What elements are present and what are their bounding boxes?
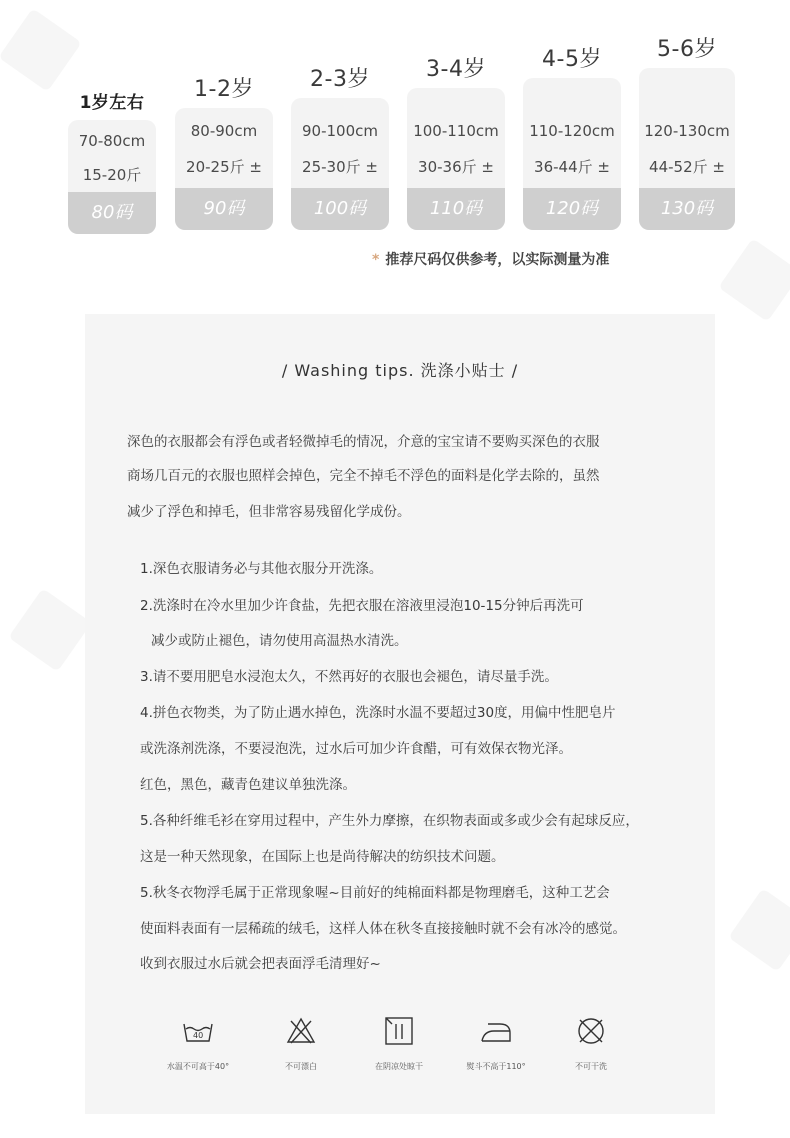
- watermark-shape: [8, 588, 92, 672]
- height-range: 80-90cm: [190, 122, 258, 140]
- no-dry-clean-icon: [575, 1015, 607, 1047]
- care-label: 不可干洗: [575, 1062, 607, 1071]
- size-label: 80码: [68, 192, 156, 234]
- weight-range: 44-52斤 ±: [649, 158, 725, 176]
- weight-range: 36-44斤 ±: [534, 158, 610, 176]
- tip-line: 3.请不要用肥皂水浸泡太久，不然再好的衣服也会褪色，请尽量手洗。: [140, 669, 558, 685]
- size-label: 110码: [407, 188, 505, 230]
- size-card-80: [68, 88, 156, 234]
- care-label: 熨斗不高于110°: [466, 1062, 526, 1071]
- care-label: 在阴凉处晾干: [375, 1062, 423, 1071]
- care-label: 水温不可高于40°: [166, 1062, 230, 1071]
- star-icon: *: [372, 252, 380, 268]
- size-card-box: [407, 88, 505, 230]
- size-card-box: [523, 78, 621, 230]
- washing-tips-title: / Washing tips. 洗涤小贴士 /: [281, 361, 519, 380]
- tip-line: 使面料表面有一层稀疏的绒毛，这样人体在秋冬直接接触时就不会有冰冷的感觉。: [140, 921, 626, 937]
- tip-line: 商场几百元的衣服也照样会掉色，完全不掉毛不浮色的面料是化学去除的，虽然: [127, 468, 600, 484]
- age-label: 3-4岁: [426, 57, 486, 82]
- age-label: 5-6岁: [657, 37, 717, 62]
- age-label: 1-2岁: [194, 77, 254, 102]
- height-range: 110-120cm: [529, 122, 615, 140]
- age-label: 4-5岁: [542, 47, 602, 72]
- height-range: 100-110cm: [413, 122, 499, 140]
- size-card-130: [639, 32, 735, 232]
- tip-line: 减少了浮色和掉毛，但非常容易残留化学成份。: [127, 504, 411, 520]
- size-card-box: [639, 68, 735, 230]
- tip-line: 5.各种纤维毛衫在穿用过程中，产生外力摩擦，在织物表面或多或少会有起球反应，: [140, 813, 639, 829]
- weight-range: 25-30斤 ±: [302, 158, 378, 176]
- wash-40-icon: [182, 1015, 214, 1047]
- tip-line: 或洗涤剂洗涤，不要浸泡洗，过水后可加少许食醋，可有效保衣物光泽。: [140, 741, 572, 757]
- size-card-90: [175, 72, 273, 232]
- tip-line: 收到衣服过水后就会把表面浮毛清理好~: [140, 956, 381, 972]
- age-label: 2-3岁: [310, 67, 370, 92]
- tip-line: 5.秋冬衣物浮毛属于正常现象喔~目前好的纯棉面料都是物理磨毛，这种工艺会: [140, 885, 610, 901]
- height-range: 120-130cm: [644, 122, 730, 140]
- weight-range: 30-36斤 ±: [418, 158, 494, 176]
- size-label: 90码: [175, 188, 273, 230]
- tip-line: 2.洗涤时在冷水里加少许食盐，先把衣服在溶液里浸泡10-15分钟后再洗可: [140, 598, 584, 614]
- age-label: 1岁左右: [79, 93, 145, 113]
- size-label: 130码: [639, 188, 735, 230]
- tip-line: 红色，黑色，藏青色建议单独洗涤。: [140, 777, 356, 793]
- size-label: 120码: [523, 188, 621, 230]
- size-note-text: 推荐尺码仅供参考，以实际测量为准: [385, 252, 610, 268]
- watermark-shape: [0, 8, 82, 92]
- iron-110-icon: [480, 1015, 512, 1047]
- size-note: [372, 249, 609, 269]
- washing-tips-panel: [85, 314, 715, 1114]
- tip-line: 4.拼色衣物类，为了防止遇水掉色，洗涤时水温不要超过30度，用偏中性肥皂片: [140, 705, 616, 721]
- size-card-100: [291, 62, 389, 232]
- tip-line: 1.深色衣服请务必与其他衣服分开洗涤。: [140, 561, 383, 577]
- size-card-box: [68, 120, 156, 234]
- weight-range: 20-25斤 ±: [186, 158, 262, 176]
- weight-range: 15-20斤: [82, 166, 142, 184]
- height-range: 70-80cm: [78, 132, 146, 150]
- size-card-box: [175, 108, 273, 230]
- size-card-110: [407, 52, 505, 232]
- no-bleach-icon: [285, 1015, 317, 1047]
- tip-line: 深色的衣服都会有浮色或者轻微掉毛的情况，介意的宝宝请不要购买深色的衣服: [127, 434, 600, 450]
- shade-dry-icon: [383, 1015, 415, 1047]
- size-label: 100码: [291, 188, 389, 230]
- tip-line: 减少或防止褪色，请勿使用高温热水清洗。: [151, 633, 408, 649]
- size-card-box: [291, 98, 389, 230]
- watermark-shape: [728, 888, 790, 972]
- watermark-shape: [718, 238, 790, 322]
- size-card-120: [523, 42, 621, 232]
- tip-line: 这是一种天然现象，在国际上也是尚待解决的纺织技术问题。: [140, 849, 505, 865]
- svg-text:40: 40: [193, 1031, 204, 1040]
- height-range: 90-100cm: [302, 122, 378, 140]
- care-label: 不可漂白: [285, 1062, 317, 1071]
